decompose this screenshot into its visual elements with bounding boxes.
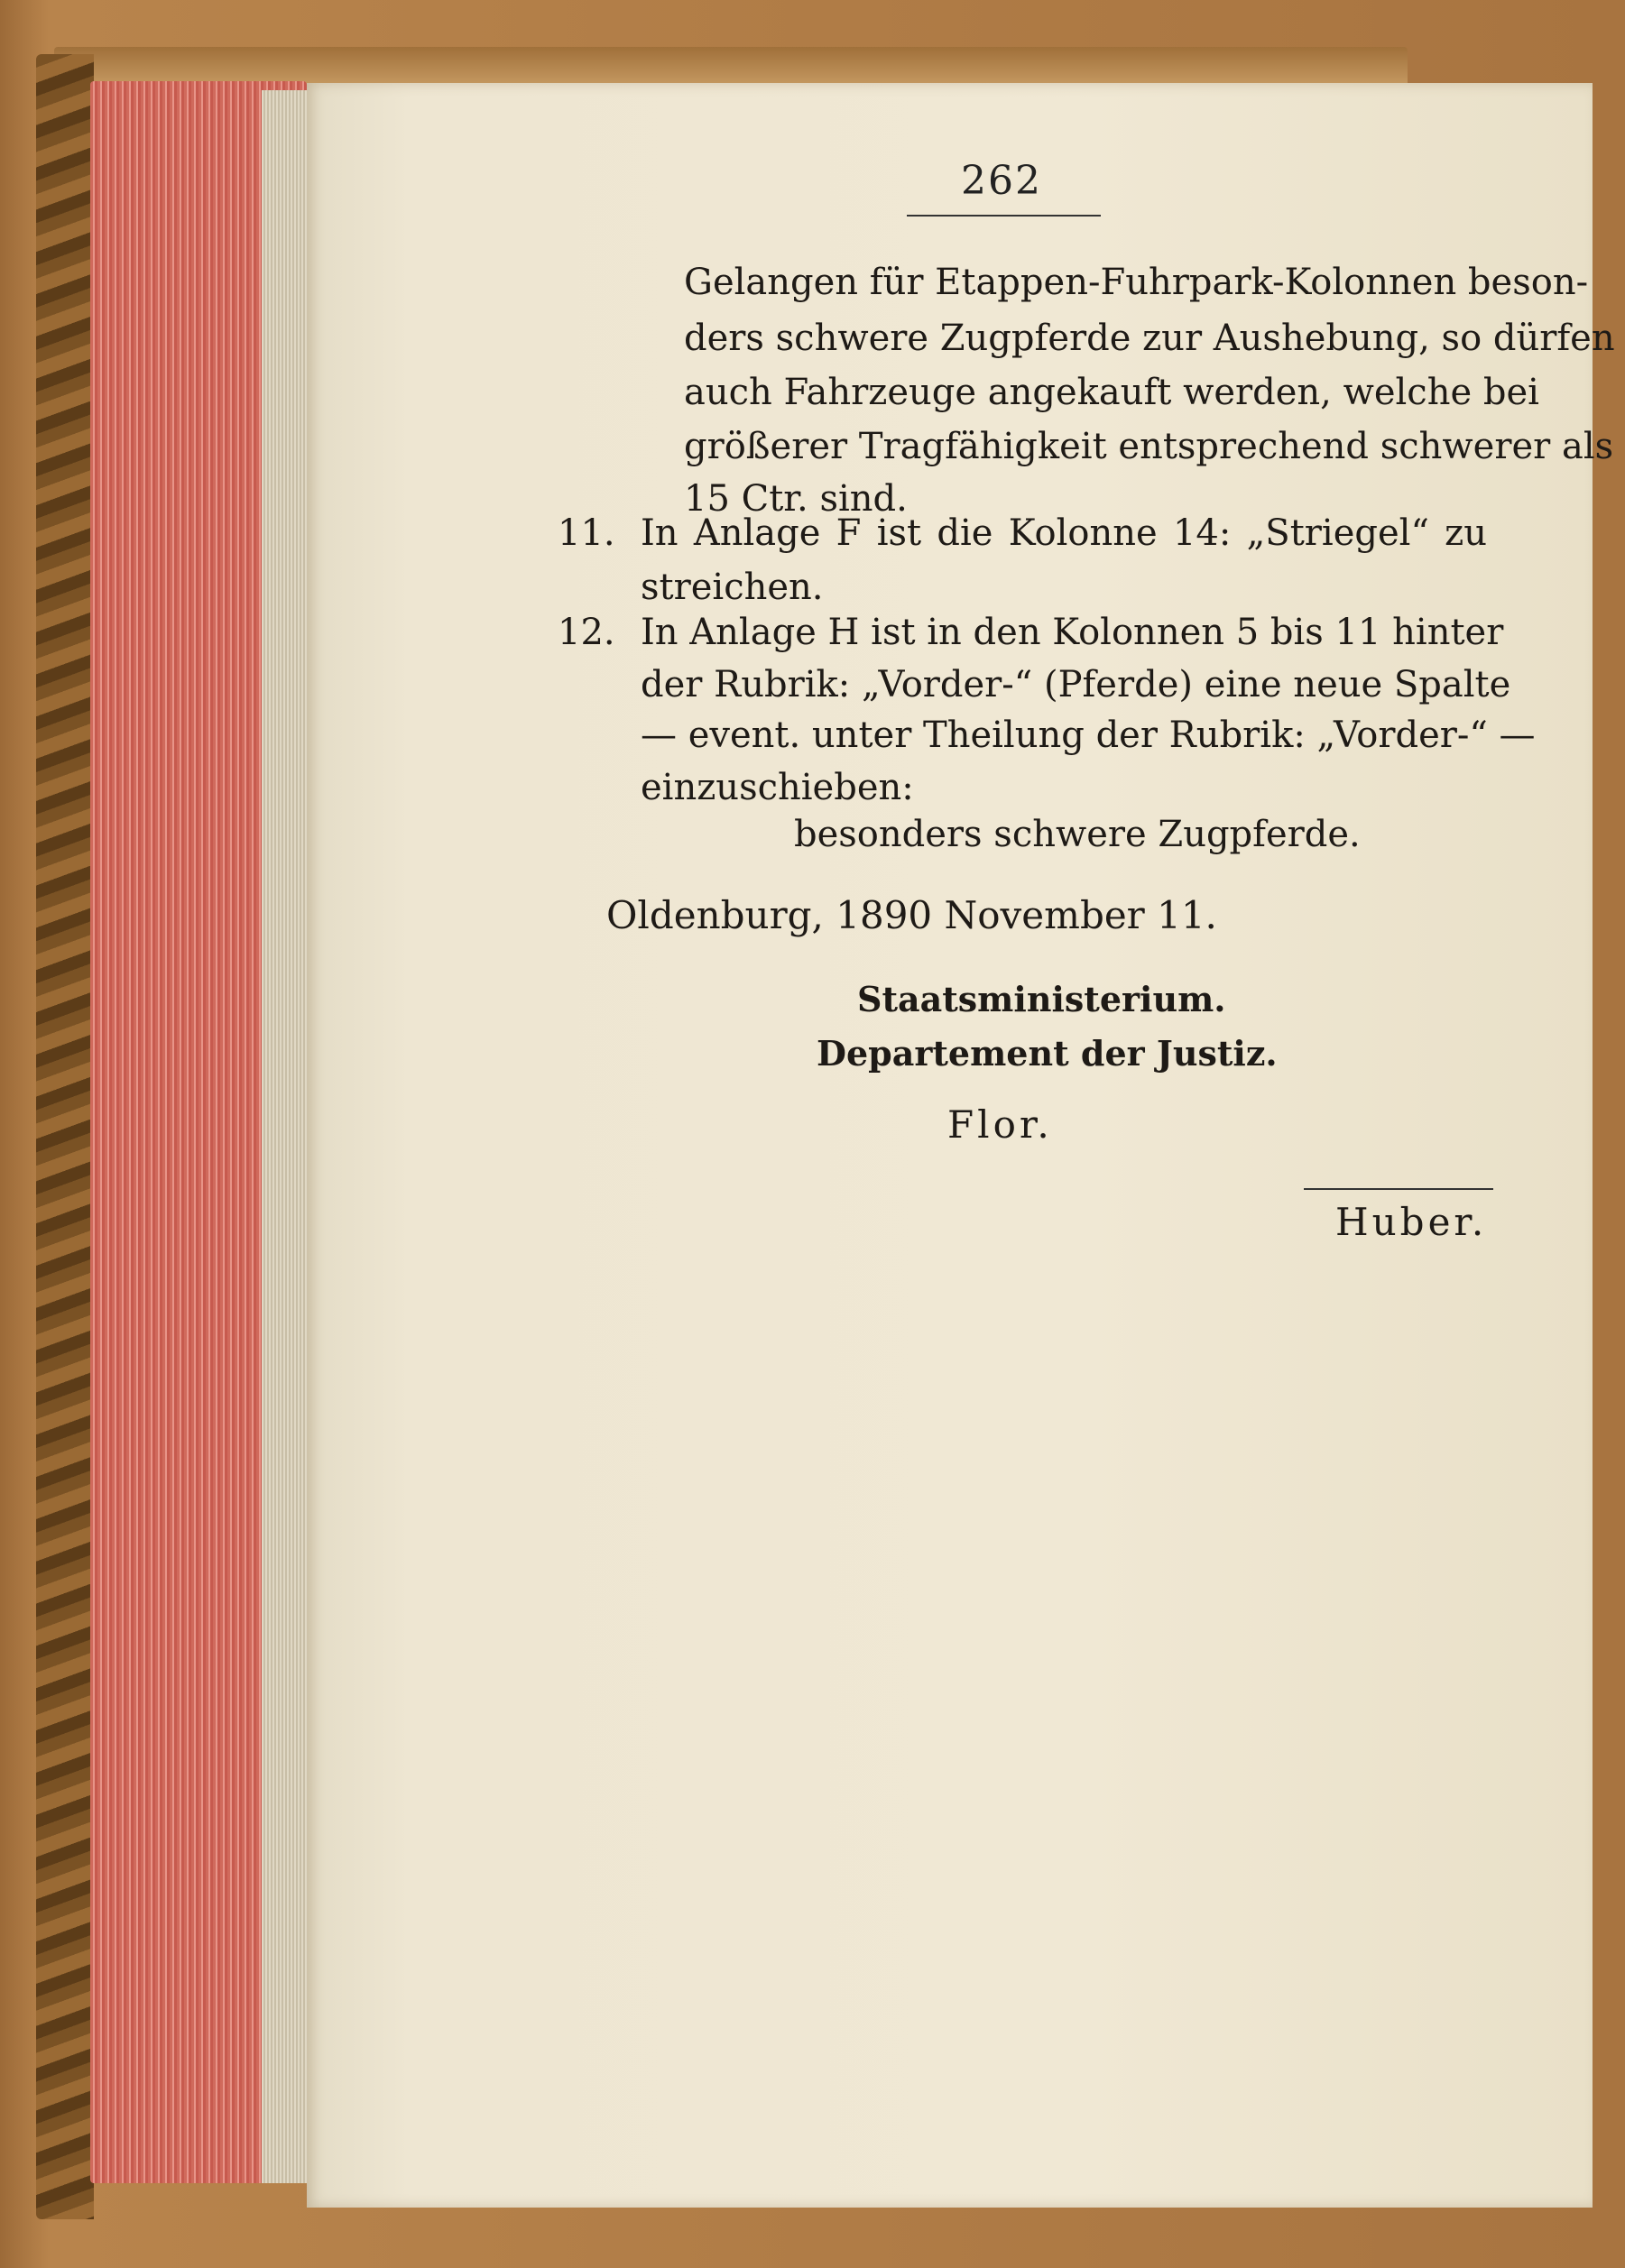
item-11-number: 11. — [558, 512, 615, 554]
item-11-line-1: In Anlage F ist die Kolonne 14: „Striegel“ zu — [641, 512, 1487, 554]
ministry-name: Staatsministerium. — [857, 979, 1226, 1019]
department-name: Departement der Justiz. — [817, 1033, 1278, 1074]
para-line-1: Gelangen für Etappen-Fuhrpark-Kolonnen beson- — [684, 262, 1589, 303]
item-12-line-2: der Rubrik: „Vorder-“ (Pferde) eine neue Spalte — [641, 664, 1511, 705]
para-line-4: größerer Tragfähigkeit entsprechend schwerer als — [684, 426, 1614, 467]
signature-rule — [1304, 1188, 1493, 1190]
item-12-inserted-text: besonders schwere Zugpferde. — [794, 814, 1361, 855]
signature-flor: Flor. — [947, 1102, 1053, 1147]
header-rule — [907, 215, 1101, 217]
para-line-3: auch Fahrzeuge angekauft werden, welche bei — [684, 372, 1539, 413]
item-12-line-4: einzuschieben: — [641, 767, 914, 808]
item-12-number: 12. — [558, 612, 615, 653]
item-12-line-1: In Anlage H ist in den Kolonnen 5 bis 11 hinter — [641, 612, 1504, 653]
para-line-5: 15 Ctr. sind. — [684, 478, 908, 520]
para-line-2: ders schwere Zugpferde zur Aushebung, so dürfen — [684, 318, 1615, 359]
signature-huber: Huber. — [1335, 1200, 1488, 1244]
item-11-line-2: streichen. — [641, 567, 824, 608]
book-cover-spine — [36, 54, 94, 2219]
item-12-line-3: — event. unter Theilung der Rubrik: „Vorder-“ — — [641, 715, 1536, 756]
page-number: 262 — [961, 158, 1042, 204]
place-date: Oldenburg, 1890 November 11. — [606, 893, 1217, 937]
